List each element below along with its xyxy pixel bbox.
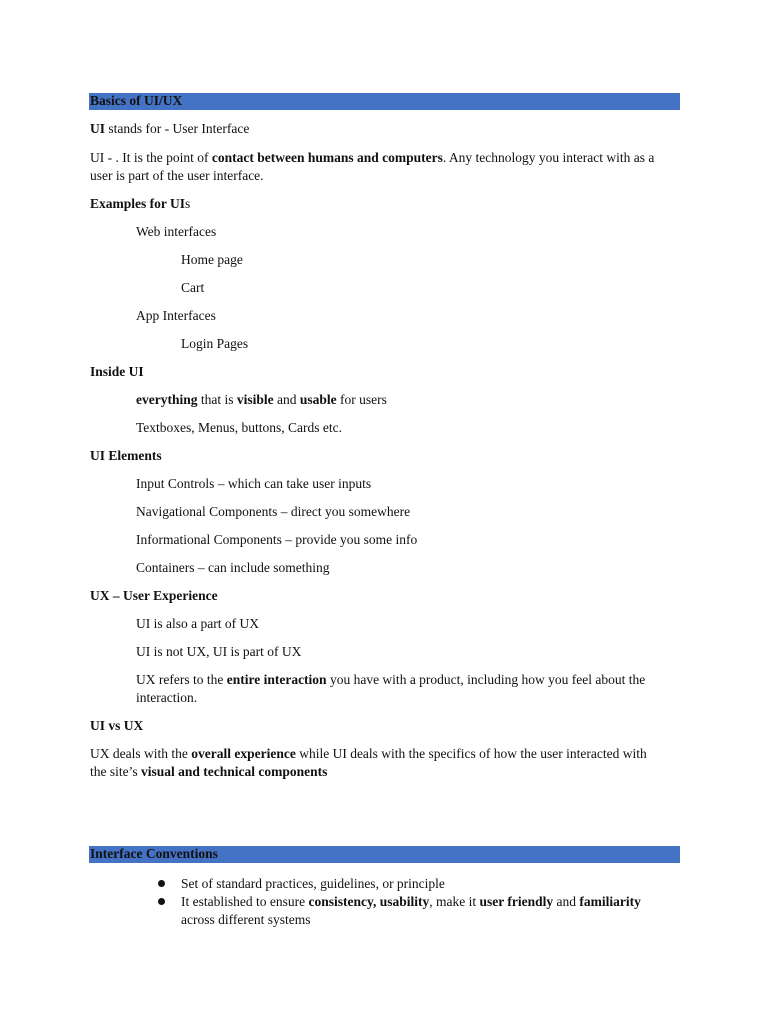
section-header-conventions-text: Interface Conventions: [90, 846, 218, 861]
ux-heading: UX – User Experience: [90, 588, 218, 603]
example-home-page: Home page: [181, 252, 243, 267]
example-app-interfaces: App Interfaces: [136, 308, 216, 323]
ui-element-item: Navigational Components – direct you somewhere: [136, 504, 411, 519]
ui-vs-ux-line-2: the site’s visual and technical components: [90, 764, 328, 779]
ui-stands-for-line: UI stands for - User Interface: [90, 121, 250, 136]
ui-elements-heading: UI Elements: [90, 448, 162, 463]
ux-line-1: UI is also a part of UX: [136, 616, 259, 631]
section-header-basics: [89, 93, 680, 110]
ui-element-item: Informational Components – provide you some info: [136, 532, 418, 547]
convention-item-2-line-1: It established to ensure consistency, usability, make it user friendly and familiarity: [181, 894, 641, 909]
ux-definition-line-2: interaction.: [136, 690, 198, 705]
ui-definition-line-2: user is part of the user interface.: [90, 168, 264, 183]
ui-element-item: Containers – can include something: [136, 560, 330, 575]
example-login-pages: Login Pages: [181, 336, 249, 351]
ui-vs-ux-heading: UI vs UX: [90, 718, 144, 733]
example-cart: Cart: [181, 280, 205, 295]
convention-item-2-line-2: across different systems: [181, 912, 311, 927]
ui-definition-line-1: UI - . It is the point of contact between humans and computers. Any technology you interact with as a: [90, 150, 655, 165]
convention-item-1: Set of standard practices, guidelines, or principle: [181, 876, 445, 891]
inside-ui-examples-list: Textboxes, Menus, buttons, Cards etc.: [136, 420, 343, 435]
inside-ui-heading: Inside UI: [90, 364, 144, 379]
section-header-conventions: [89, 846, 680, 863]
ui-vs-ux-line-1: UX deals with the overall experience while UI deals with the specifics of how the user interacted with: [90, 746, 647, 761]
example-web-interfaces: Web interfaces: [136, 224, 217, 239]
ux-line-2: UI is not UX, UI is part of UX: [136, 644, 302, 659]
ui-element-item: Input Controls – which can take user inputs: [136, 476, 372, 491]
examples-heading: Examples for UIs: [90, 196, 191, 211]
bullet-icon: [158, 880, 165, 887]
inside-ui-description: everything that is visible and usable for users: [136, 392, 387, 407]
ux-definition-line-1: UX refers to the entire interaction you have with a product, including how you feel about the: [136, 672, 646, 687]
section-header-basics-text: Basics of UI/UX: [90, 93, 183, 108]
bullet-icon: [158, 898, 165, 905]
